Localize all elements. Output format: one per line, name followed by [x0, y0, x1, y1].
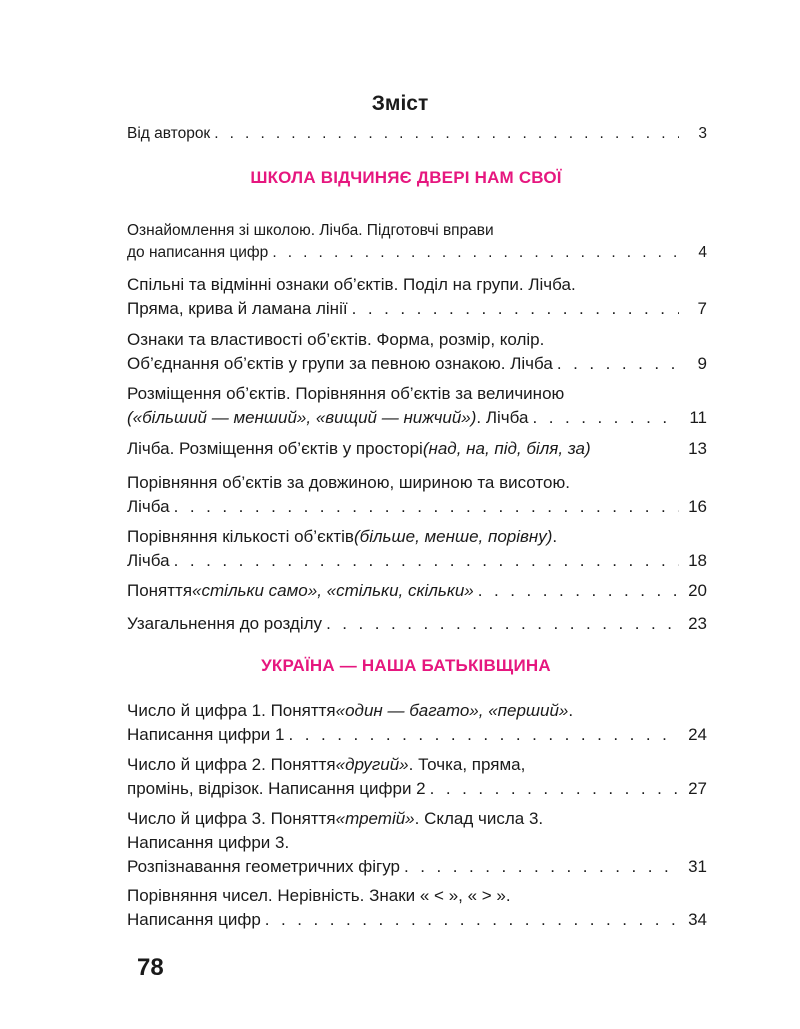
page-number: 78: [137, 954, 164, 981]
entry-text-italic: «стільки само», «стільки, скільки»: [192, 581, 474, 600]
leader-dots: [214, 123, 679, 145]
entry-text: промінь, відрізок. Написання цифри 2: [127, 779, 426, 798]
entry-text: Від авторок: [127, 125, 211, 142]
toc-entry: [127, 884, 707, 932]
entry-page: 20: [688, 581, 707, 600]
toc-entry: [127, 273, 707, 321]
entry-text: Лічба. Розміщення об’єктів у просторі: [127, 439, 423, 458]
entry-page: 11: [689, 408, 707, 427]
entry-page: 23: [688, 614, 707, 633]
entry-page: 24: [688, 725, 707, 744]
entry-text: .: [552, 527, 558, 546]
entry-page: 18: [688, 551, 707, 570]
leader-dots: [272, 242, 679, 264]
entry-text: Порівняння кількості об’єктів: [127, 527, 354, 546]
entry-text: Лічба: [127, 551, 170, 570]
leader-dots: [265, 908, 679, 932]
entry-text: Поняття: [127, 581, 193, 600]
entry-page: 4: [698, 244, 707, 261]
toc-entry-intro: [127, 123, 707, 145]
entry-page: 13: [688, 439, 707, 458]
toc-entry: [127, 471, 707, 519]
entry-text-italic: «один — багато», «перший»: [335, 701, 569, 720]
toc-entry: [127, 437, 707, 461]
toc-entry: [127, 220, 707, 264]
section-heading-ukraine: УКРАЇНА — НАША БАТЬКІВЩИНА: [261, 656, 551, 675]
entry-page: 9: [697, 354, 707, 373]
entry-page: 31: [688, 857, 707, 876]
leader-dots: [404, 855, 679, 879]
entry-text: Число й цифра 1. Поняття: [127, 701, 336, 720]
entry-page: 16: [688, 497, 707, 516]
entry-text: Порівняння об’єктів за довжиною, шириною та висотою.: [127, 473, 570, 492]
entry-page: 34: [688, 910, 707, 929]
leader-dots: [557, 352, 679, 376]
toc-entry: [127, 382, 707, 430]
entry-text: Ознайомлення зі школою. Лічба. Підготовчі вправи: [127, 222, 494, 239]
leader-dots: [326, 612, 679, 636]
entry-page: 7: [697, 299, 707, 318]
leader-dots: [288, 723, 679, 747]
toc-entry: [127, 753, 707, 801]
leader-dots: [532, 406, 679, 430]
entry-text-italic: (більше, менше, порівну): [353, 527, 553, 546]
toc-entry: [127, 328, 707, 376]
entry-text: Узагальнення до розділу: [127, 614, 323, 633]
entry-text: . Склад числа 3.: [414, 809, 544, 828]
entry-text-italic: («більший — менший», «вищий — нижчий»): [127, 408, 477, 427]
entry-text: Об’єднання об’єктів у групи за певною ознакою. Лічба: [127, 354, 553, 373]
entry-text: Ознаки та властивості об’єктів. Форма, розмір, колір.: [127, 330, 545, 349]
entry-text: Написання цифри 3.: [127, 833, 290, 852]
entry-text: . Лічба: [476, 408, 529, 427]
entry-text: Розпізнавання геометричних фігур: [127, 857, 401, 876]
entry-text: до написання цифр: [127, 244, 269, 261]
page-title: Зміст: [371, 92, 429, 115]
entry-text: Спільні та відмінні ознаки об’єктів. Поділ на групи. Лічба.: [127, 275, 576, 294]
entry-text: Число й цифра 2. Поняття: [127, 755, 336, 774]
toc-entry: [127, 807, 707, 879]
entry-page: 3: [698, 125, 707, 142]
section-heading-school: ШКОЛА ВІДЧИНЯЄ ДВЕРІ НАМ СВОЇ: [250, 168, 562, 187]
entry-text: Пряма, крива й ламана лінії: [127, 299, 348, 318]
entry-text-italic: (над, на, під, біля, за): [422, 439, 591, 458]
leader-dots: [430, 777, 679, 801]
entry-text: Написання цифри 1: [127, 725, 285, 744]
entry-text-italic: «другий»: [335, 755, 409, 774]
toc-entry: [127, 579, 707, 603]
entry-text: Лічба: [127, 497, 170, 516]
leader-dots: [352, 297, 679, 321]
leader-dots: [174, 549, 679, 573]
toc-entry: [127, 525, 707, 573]
entry-text: Число й цифра 3. Поняття: [127, 809, 336, 828]
toc-entry: [127, 699, 707, 747]
entry-text: Написання цифр: [127, 910, 261, 929]
leader-dots: [478, 579, 679, 603]
entry-text: .: [568, 701, 574, 720]
entry-text: . Точка, пряма,: [408, 755, 526, 774]
leader-dots: [174, 495, 679, 519]
entry-text-italic: «третій»: [335, 809, 415, 828]
entry-text: Порівняння чисел. Нерівність. Знаки « < », « > ».: [127, 886, 511, 905]
entry-text: Розміщення об’єктів. Порівняння об’єктів за величиною: [127, 384, 565, 403]
toc-entry: [127, 612, 707, 636]
entry-page: 27: [688, 779, 707, 798]
